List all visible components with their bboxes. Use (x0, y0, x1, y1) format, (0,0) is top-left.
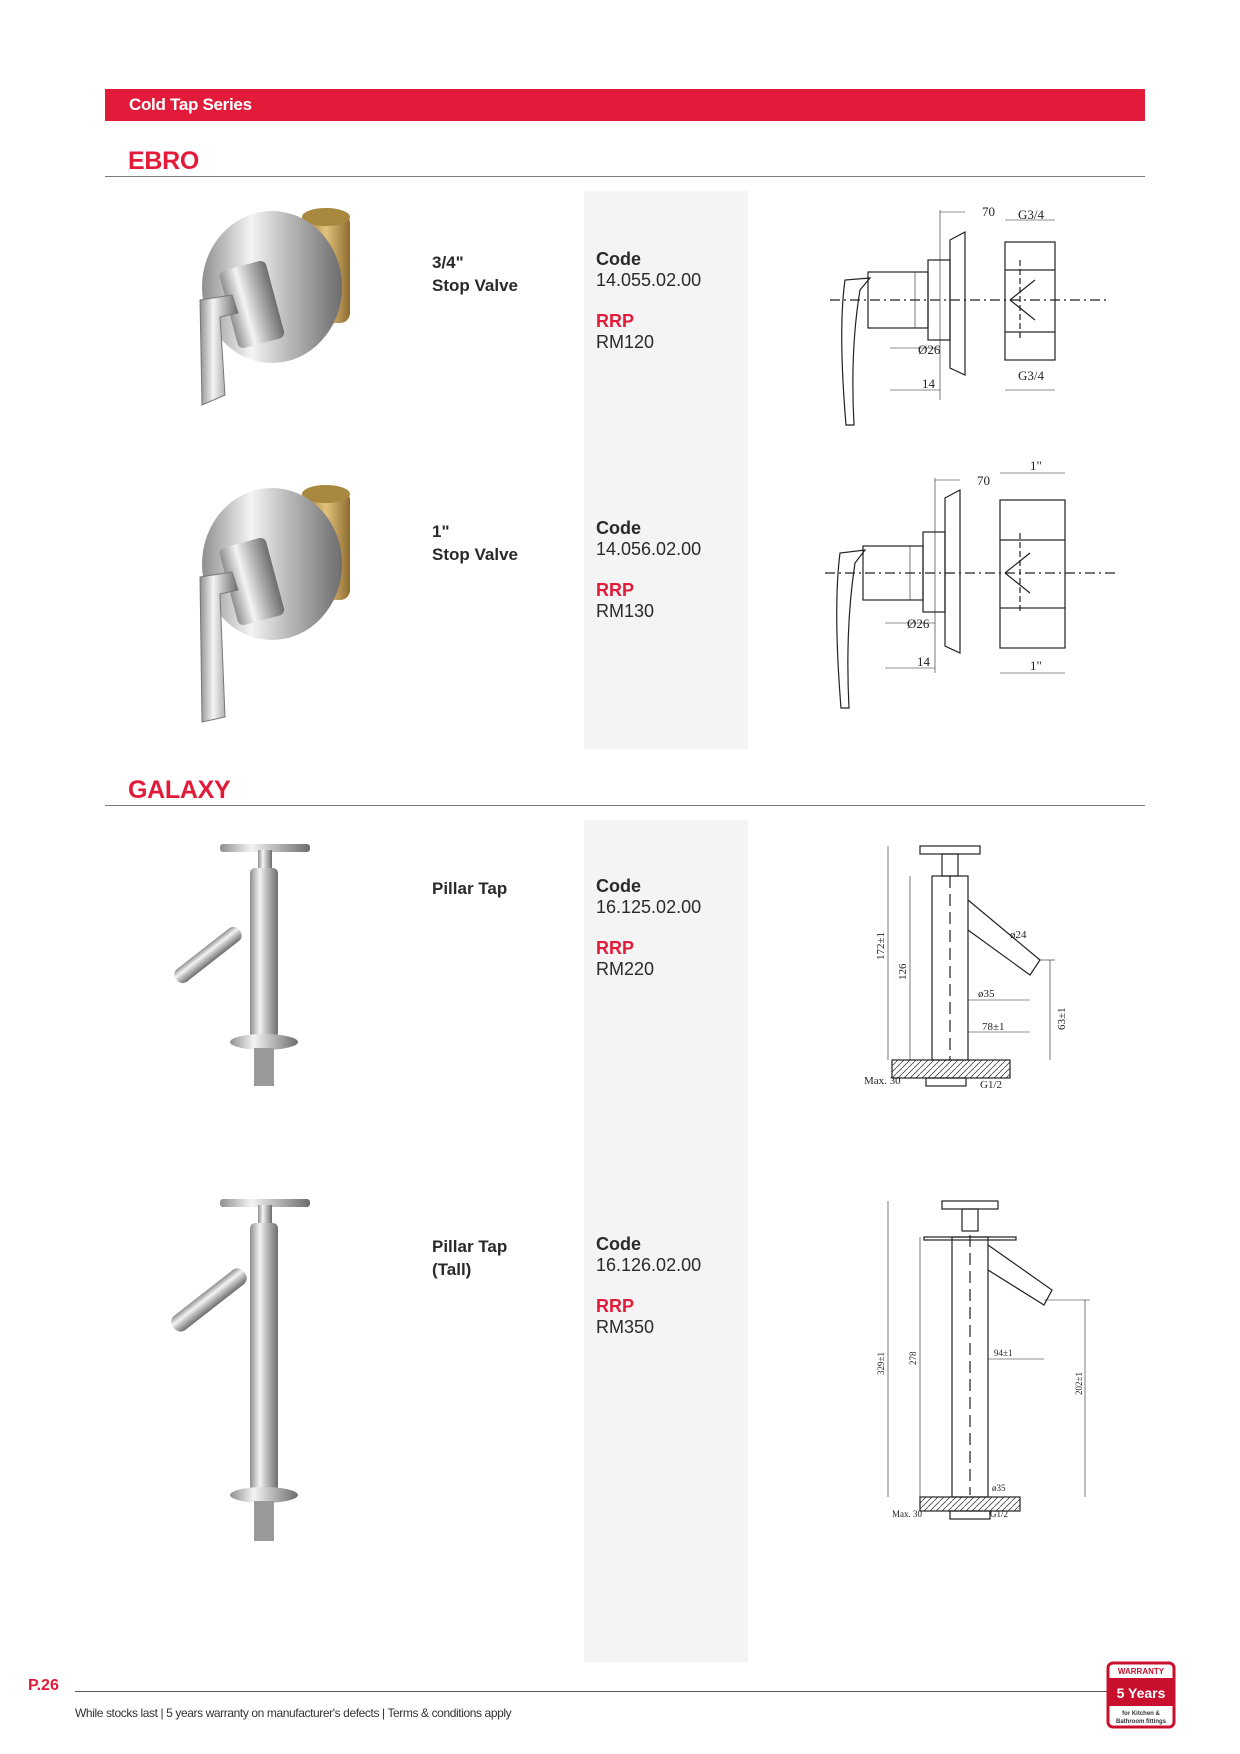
pillar-tap-technical-drawing (860, 840, 1080, 1090)
product-code: 14.055.02.00 (596, 270, 702, 290)
dim-body-diameter: ø35 (992, 1483, 1006, 1493)
product-price: RM130 (596, 601, 655, 621)
dim-thread-top: G3/4 (1018, 207, 1044, 222)
dim-body-height: 126 (897, 963, 909, 980)
dim-diameter: Ø26 (918, 342, 941, 357)
pillar-tap-tall-technical-drawing (876, 1195, 1100, 1525)
dim-spout-height: 202±1 (1074, 1372, 1084, 1395)
dim-spout-diameter: ø24 (1010, 929, 1027, 941)
section-divider (105, 176, 1145, 177)
product-price: RM220 (596, 959, 655, 979)
series-header-bar (105, 89, 1145, 121)
product-code: 16.126.02.00 (596, 1255, 702, 1275)
product-type: Stop Valve (432, 276, 518, 295)
dim-body-diameter: ø35 (978, 988, 995, 1000)
dim-body-height: 278 (908, 1351, 918, 1365)
dim-spout-height: 63±1 (1056, 1007, 1068, 1030)
warranty-line4: Bathroom fittings (1116, 1719, 1166, 1725)
product-type: Pillar Tap (432, 1237, 508, 1256)
stop-valve-photo (150, 205, 380, 455)
warranty-line1: WARRANTY (1117, 1667, 1165, 1676)
product-price: RM120 (596, 332, 655, 352)
product-price: RM350 (596, 1317, 655, 1337)
product-variant: (Tall) (432, 1260, 472, 1279)
product-info (596, 518, 701, 622)
product-name (432, 251, 518, 297)
pillar-tap-tall-photo (190, 1195, 340, 1550)
product-code: 14.056.02.00 (596, 539, 702, 559)
brand-title-ebro: EBRO (128, 147, 200, 175)
dim-thread-top: 1" (1030, 458, 1042, 473)
code-label: Code (596, 1234, 641, 1254)
rrp-label: RRP (596, 938, 635, 958)
dim-total-height: 172±1 (875, 931, 887, 960)
warranty-years: 5 Years (1116, 1685, 1166, 1701)
product-code: 16.125.02.00 (596, 897, 702, 917)
pillar-tap-photo (190, 840, 340, 1100)
stop-valve-technical-drawing (825, 458, 1115, 718)
warranty-badge (1105, 1660, 1177, 1730)
footer-divider (75, 1691, 1155, 1692)
code-label: Code (596, 518, 641, 538)
dim-70: 70 (977, 473, 990, 488)
footer-disclaimer: While stocks last | 5 years warranty on manufacturer's defects | Terms & conditions apply (75, 1706, 512, 1720)
rrp-label: RRP (596, 580, 635, 600)
dim-thread-bottom: 1" (1030, 658, 1042, 673)
product-size: 1" (432, 522, 450, 541)
rrp-label: RRP (596, 311, 635, 331)
dim-thread-bottom: G3/4 (1018, 368, 1044, 383)
product-type: Stop Valve (432, 545, 518, 564)
dim-max: Max. 30 (892, 1509, 922, 1519)
product-type: Pillar Tap (432, 879, 508, 898)
code-label: Code (596, 249, 641, 269)
page-number: P.26 (28, 1677, 59, 1694)
stop-valve-technical-drawing (830, 200, 1110, 440)
product-info (596, 249, 701, 353)
dim-70: 70 (982, 204, 995, 219)
product-info (596, 1234, 701, 1338)
dim-reach: 94±1 (994, 1348, 1013, 1358)
dim-thread: G1/2 (980, 1079, 1002, 1091)
dim-max: Max. 30 (864, 1075, 901, 1087)
dim-14: 14 (922, 376, 935, 391)
section-divider (105, 805, 1145, 806)
product-size: 3/4" (432, 253, 464, 272)
dim-14: 14 (917, 654, 930, 669)
dim-diameter: Ø26 (907, 616, 930, 631)
code-label: Code (596, 876, 641, 896)
warranty-line3: for Kitchen & (1122, 1711, 1160, 1717)
series-title: Cold Tap Series (129, 95, 252, 114)
product-info (596, 876, 701, 980)
stop-valve-photo (150, 482, 380, 732)
warranty-badge-icon (1105, 1660, 1177, 1730)
product-name (432, 877, 507, 900)
dim-reach: 78±1 (982, 1021, 1005, 1033)
dim-thread: G1/2 (990, 1509, 1008, 1519)
rrp-label: RRP (596, 1296, 635, 1316)
product-name (432, 1235, 507, 1281)
product-name (432, 520, 518, 566)
brand-title-galaxy: GALAXY (128, 776, 231, 804)
dim-total-height: 329±1 (876, 1352, 886, 1375)
